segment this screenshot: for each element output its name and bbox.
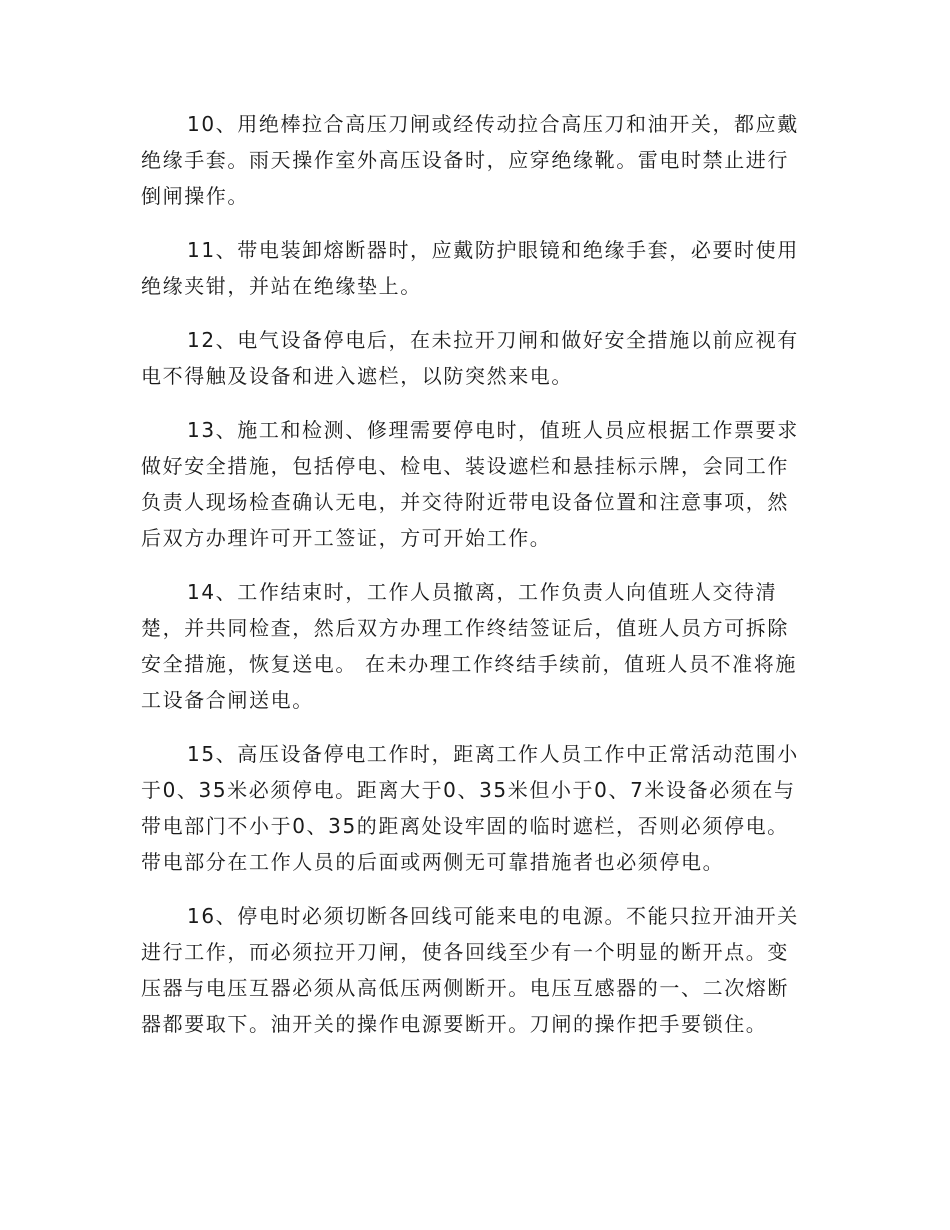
- paragraph-line: 15、高压设备停电工作时，距离工作人员工作中正常活动范围小: [187, 742, 799, 766]
- paragraph-item-16: [141, 898, 809, 1042]
- paragraph-item-11: [141, 232, 809, 304]
- paragraph-line: 楚，并共同检查，然后双方办理工作终结签证后，值班人员方可拆除: [141, 616, 789, 640]
- paragraph-line: 绝缘夹钳，并站在绝缘垫上。: [141, 274, 422, 298]
- paragraph-line: 10、用绝棒拉合高压刀闸或经传动拉合高压刀和油开关，都应戴: [187, 112, 799, 136]
- paragraph-line: 13、施工和检测、修理需要停电时，值班人员应根据工作票要求: [187, 418, 799, 442]
- paragraph-line: 做好安全措施，包括停电、检电、装设遮栏和悬挂标示牌，会同工作: [141, 454, 789, 478]
- document-body: [141, 106, 809, 1060]
- paragraph-line: 电不得触及设备和进入遮栏，以防突然来电。: [141, 364, 573, 388]
- paragraph-item-12: [141, 322, 809, 394]
- paragraph-line: 器都要取下。油开关的操作电源要断开。刀闸的操作把手要锁住。: [141, 1012, 768, 1036]
- paragraph-line: 负责人现场检查确认无电，并交待附近带电设备位置和注意事项，然: [141, 490, 789, 514]
- paragraph-line: 后双方办理许可开工签证，方可开始工作。: [141, 526, 552, 550]
- paragraph-item-10: [141, 106, 809, 214]
- paragraph-line: 绝缘手套。雨天操作室外高压设备时，应穿绝缘靴。雷电时禁止进行: [141, 148, 789, 172]
- paragraph-line: 倒闸操作。: [141, 184, 249, 208]
- paragraph-line: 11、带电装卸熔断器时，应戴防护眼镜和绝缘手套，必要时使用: [187, 238, 799, 262]
- paragraph-line: 安全措施，恢复送电。 在未办理工作终结手续前，值班人员不准将施: [141, 652, 797, 676]
- paragraph-item-15: [141, 736, 809, 880]
- paragraph-item-13: [141, 412, 809, 556]
- paragraph-line: 于0、35米必须停电。距离大于0、35米但小于0、7米设备必须在与: [141, 778, 796, 802]
- paragraph-line: 14、工作结束时，工作人员撤离，工作负责人向值班人交待清: [187, 580, 778, 604]
- paragraph-item-14: [141, 574, 809, 718]
- paragraph-line: 工设备合闸送电。: [141, 688, 314, 712]
- paragraph-line: 带电部门不小于0、35的距离处设牢固的临时遮栏，否则必须停电。: [141, 814, 789, 838]
- paragraph-line: 带电部分在工作人员的后面或两侧无可靠措施者也必须停电。: [141, 850, 725, 874]
- paragraph-line: 进行工作，而必须拉开刀闸，使各回线至少有一个明显的断开点。变: [141, 940, 789, 964]
- paragraph-line: 16、停电时必须切断各回线可能来电的电源。不能只拉开油开关: [187, 904, 799, 928]
- paragraph-line: 压器与电压互器必须从高低压两侧断开。电压互感器的一、二次熔断: [141, 976, 789, 1000]
- paragraph-line: 12、电气设备停电后，在未拉开刀闸和做好安全措施以前应视有: [187, 328, 799, 352]
